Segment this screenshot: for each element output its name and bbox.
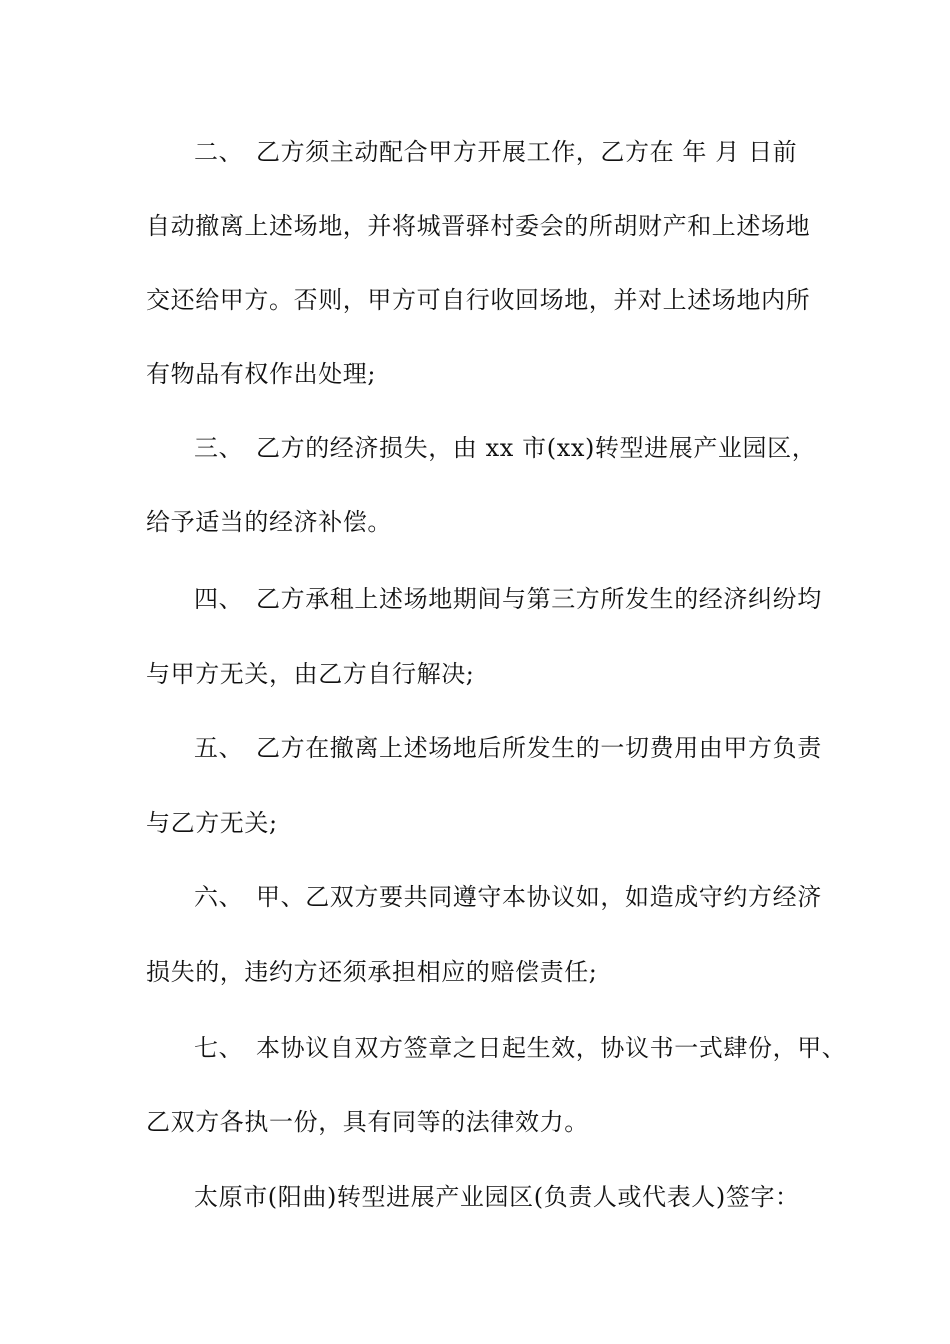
clause-2-line-4: 有物品有权作出处理; — [146, 360, 377, 388]
clause-5-line-1 — [194, 733, 874, 763]
clause-number: 五、 — [194, 734, 244, 762]
clause-4-line-1 — [194, 584, 874, 614]
clause-number: 七、 — [194, 1034, 244, 1062]
clause-number: 六、 — [194, 883, 244, 911]
clause-text: 本协议自双方签章之日起生效，协议书一式肆份，甲、 — [256, 1034, 847, 1062]
clause-2-line-1 — [194, 137, 874, 167]
clause-5-line-2: 与乙方无关; — [146, 809, 278, 837]
clause-number: 二、 — [194, 138, 244, 166]
clause-text: 乙方承租上述场地期间与第三方所发生的经济纠纷均 — [256, 585, 822, 613]
clause-2-line-2: 自动撤离上述场地，并将城晋驿村委会的所胡财产和上述场地 — [146, 212, 811, 240]
clause-text: 乙方须主动配合甲方开展工作，乙方在 年 月 日前 — [256, 138, 798, 166]
clause-7-line-2: 乙双方各执一份，具有同等的法律效力。 — [146, 1108, 589, 1136]
clause-6-line-2: 损失的，违约方还须承担相应的赔偿责任; — [146, 958, 598, 986]
clause-text: 乙方的经济损失，由 xx 市(xx)转型进展产业园区， — [256, 434, 817, 462]
signature-line: 太原市(阳曲)转型进展产业园区(负责人或代表人)签字： — [194, 1183, 800, 1211]
clause-number: 四、 — [194, 585, 244, 613]
clause-3-line-2: 给予适当的经济补偿。 — [146, 508, 392, 536]
clause-text: 乙方在撤离上述场地后所发生的一切费用由甲方负责 — [256, 734, 822, 762]
clause-text: 甲、乙双方要共同遵守本协议如，如造成守约方经济 — [256, 883, 822, 911]
clause-6-line-1 — [194, 882, 874, 912]
clause-2-line-3: 交还给甲方。否则，甲方可自行收回场地，并对上述场地内所 — [146, 286, 811, 314]
clause-4-line-2: 与甲方无关，由乙方自行解决; — [146, 660, 475, 688]
clause-7-line-1 — [194, 1033, 874, 1063]
clause-3-line-1 — [194, 433, 874, 463]
clause-number: 三、 — [194, 434, 244, 462]
